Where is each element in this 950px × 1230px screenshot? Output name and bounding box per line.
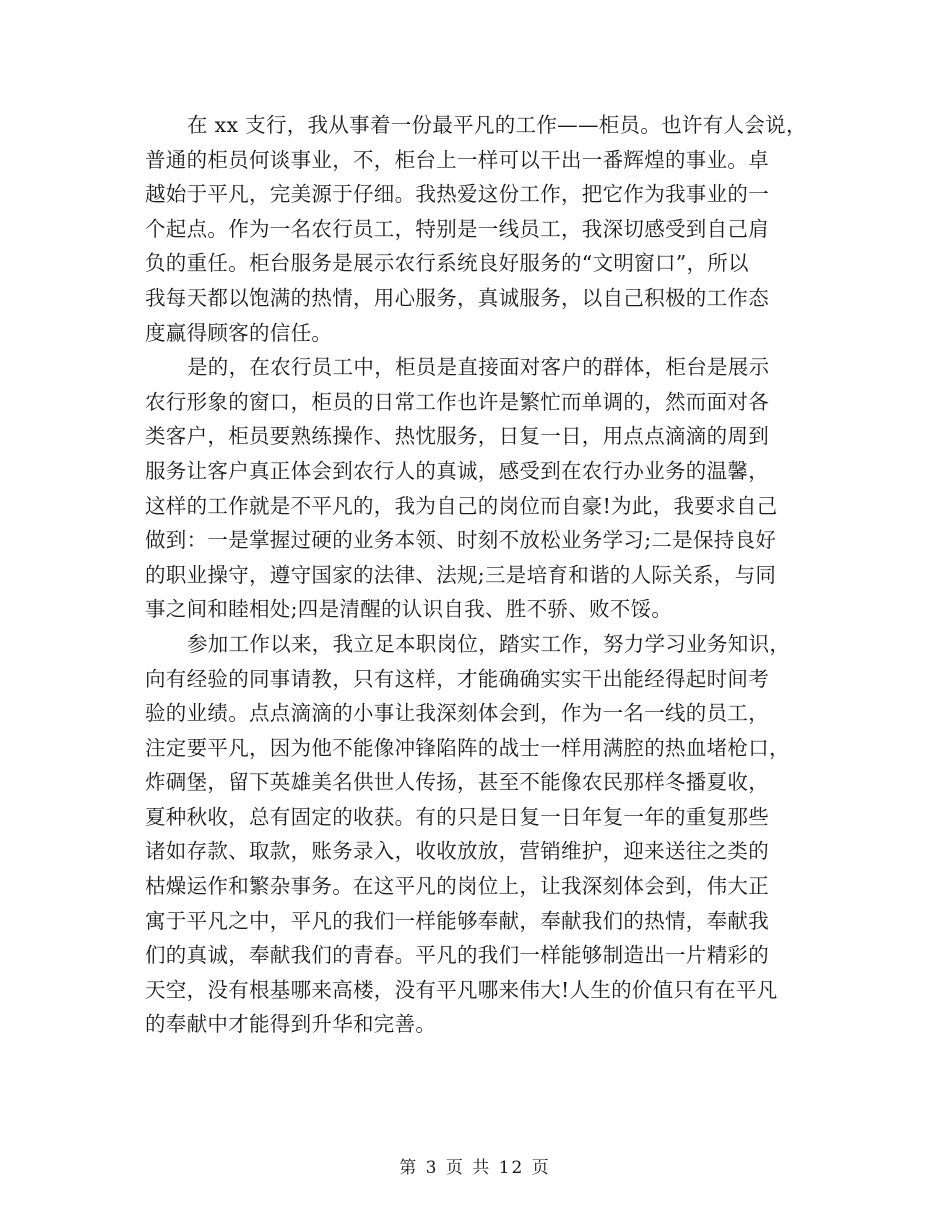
text-line: 在 xx 支行，我从事着一份最平凡的工作——柜员。也许有人会说， xyxy=(187,113,807,137)
text-line: 我每天都以饱满的热情，用心服务，真诚服务，以自己积极的工作态 xyxy=(145,285,769,310)
text-line: 的奉献中才能得到升华和完善。 xyxy=(145,1012,437,1037)
text-line: 事之间和睦相处;四是清醒的认识自我、胜不骄、败不馁。 xyxy=(145,597,673,622)
text-line: 天空，没有根基哪来高楼，没有平凡哪来伟大!人生的价值只有在平凡 xyxy=(145,977,778,1002)
text-line: 越始于平凡，完美源于仔细。我热爱这份工作，把它作为我事业的一 xyxy=(145,182,769,207)
text-line: 炸碉堡，留下英雄美名供世人传扬，甚至不能像农民那样冬播夏收， xyxy=(145,770,769,795)
paragraph-1 xyxy=(145,108,815,350)
text-line: 们的真诚，奉献我们的青春。平凡的我们一样能够制造出一片精彩的 xyxy=(145,943,769,968)
page-number-label: 第 3 页 共 12 页 xyxy=(399,1158,551,1178)
text-line: 农行形象的窗口，柜员的日常工作也许是繁忙而单调的，然而面对各 xyxy=(145,389,769,414)
text-line: 寓于平凡之中，平凡的我们一样能够奉献，奉献我们的热情，奉献我 xyxy=(145,908,769,933)
text-line: 做到：一是掌握过硬的业务本领、时刻不放松业务学习;二是保持良好 xyxy=(145,528,777,553)
text-line: 枯燥运作和繁杂事务。在这平凡的岗位上，让我深刻体会到，伟大正 xyxy=(145,874,769,899)
text-line: 个起点。作为一名农行员工，特别是一线员工，我深切感受到自己肩 xyxy=(145,216,769,241)
text-line: 这样的工作就是不平凡的，我为自己的岗位而自豪!为此，我要求自己 xyxy=(145,493,778,518)
text-line: 是的，在农行员工中，柜员是直接面对客户的群体，柜台是展示 xyxy=(187,355,770,380)
text-line: 诸如存款、取款，账务录入，收收放放，营销维护，迎来送往之类的 xyxy=(145,839,769,864)
text-line: 负的重任。柜台服务是展示农行系统良好服务的“文明窗口”，所以 xyxy=(145,251,749,276)
body-text xyxy=(145,108,815,1042)
text-line: 验的业绩。点点滴滴的小事让我深刻体会到，作为一名一线的员工， xyxy=(145,701,769,726)
paragraph-2 xyxy=(145,350,815,627)
page-footer xyxy=(0,1153,950,1178)
text-line: 类客户，柜员要熟练操作、热忱服务，日复一日，用点点滴滴的周到 xyxy=(145,424,769,449)
text-line: 的职业操守，遵守国家的法律、法规;三是培育和谐的人际关系，与同 xyxy=(145,562,777,587)
text-line: 夏种秋收，总有固定的收获。有的只是日复一日年复一年的重复那些 xyxy=(145,804,769,829)
text-line: 注定要平凡，因为他不能像冲锋陷阵的战士一样用满腔的热血堵枪口， xyxy=(145,735,790,760)
text-line: 普通的柜员何谈事业，不，柜台上一样可以干出一番辉煌的事业。卓 xyxy=(145,147,769,172)
paragraph-3 xyxy=(145,627,815,1042)
text-line: 服务让客户真正体会到农行人的真诚，感受到在农行办业务的温馨， xyxy=(145,458,769,483)
text-line: 参加工作以来，我立足本职岗位，踏实工作，努力学习业务知识， xyxy=(187,631,791,656)
text-line: 度赢得顾客的信任。 xyxy=(145,320,333,345)
text-line: 向有经验的同事请教，只有这样，才能确确实实干出能经得起时间考 xyxy=(145,666,769,691)
